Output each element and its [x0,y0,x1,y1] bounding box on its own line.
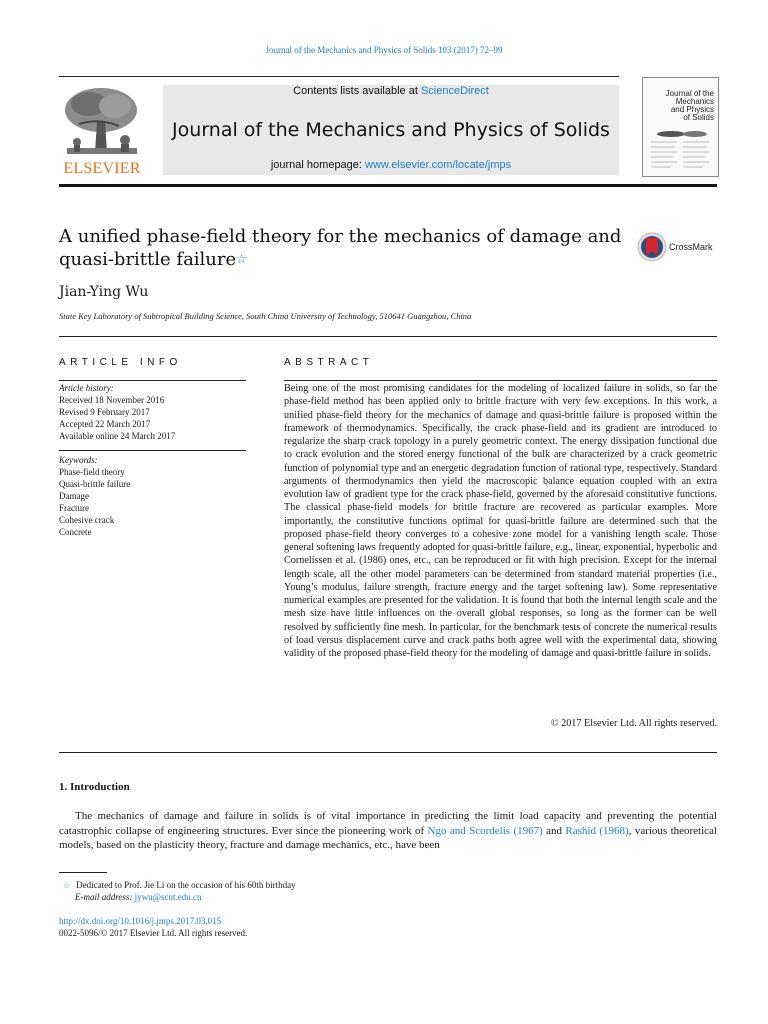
abstract-end-rule [59,752,717,753]
journal-title: Journal of the Mechanics and Physics of Solids [172,119,610,141]
journal-banner [163,85,619,175]
article-info-rule [59,380,246,381]
history-header: Article history: [59,383,114,393]
doi-line [59,915,699,927]
keywords-rule [59,450,246,451]
section-heading-introduction: 1. Introduction [59,781,130,793]
header-rule [59,76,619,77]
footnote-rule [59,872,107,873]
front-matter-rule [59,336,717,337]
homepage-prefix: journal homepage: [270,159,366,171]
author-name: Jian-Ying Wu [59,284,149,300]
dedication-text: Dedicated to Prof. Jie Li on the occasion of his 60th birthday [76,880,296,890]
cover-title-line: Journal of the [665,89,714,98]
issn-line: 0022-5096/© 2017 Elsevier Ltd. All rights reserved. [59,928,248,938]
history-item: Revised 9 February 2017 [59,407,150,417]
crossmark-label: CrossMark [669,242,713,252]
history-item: Accepted 22 March 2017 [59,419,151,429]
cover-title-line: Mechanics [675,97,714,106]
keyword-item: Quasi-brittle failure [59,479,131,489]
keywords-header: Keywords: [59,455,98,465]
introduction-paragraph [59,809,717,853]
crossmark-badge[interactable] [637,232,719,262]
cover-title [651,90,714,122]
contents-prefix: Contents lists available at [293,85,421,97]
homepage-link[interactable]: www.elsevier.com/locate/jmps [365,159,512,171]
crossmark-icon [637,232,667,262]
homepage-line [163,159,619,171]
reference-link[interactable]: Rashid (1968) [565,824,629,837]
article-history [59,382,246,442]
history-item: Available online 24 March 2017 [59,431,176,441]
keyword-item: Damage [59,491,89,501]
email-label: E-mail address: [75,892,135,902]
keyword-item: Cohesive crack [59,515,115,525]
author-affiliation: State Key Laboratory of Subtropical Building Science, South China University of Technology, 510641 Guangzhou, China [59,311,472,321]
article-title [59,225,629,271]
footnote-mark: ☆ [63,881,71,890]
intro-text: The mechanics of damage and failure in solids is of vital importance in predicting the limit load capacity and preventing the potential catastrophic collapse of engineering structures. Ever since the pioneering work of [59,810,717,837]
sciencedirect-link[interactable]: ScienceDirect [420,85,489,97]
journal-cover-image [642,77,719,177]
cover-title-line: and Physics [670,105,714,114]
intro-text: , various theoretical models, based on the plasticity theory, fracture and damage mechanics, etc., have been [59,824,717,851]
article-info-label: ARTICLE INFO [59,357,182,368]
reference-link[interactable]: Ngo and Scordelis (1967) [427,824,543,837]
intro-text: and [542,824,566,837]
article-title-text: A unified phase-field theory for the mechanics of damage and quasi-brittle failure [59,226,622,270]
keyword-item: Concrete [59,527,92,537]
keyword-item: Fracture [59,503,89,513]
abstract-copyright: © 2017 Elsevier Ltd. All rights reserved. [550,718,717,729]
abstract-text: Being one of the most promising candidates for the modeling of localized failure in solids, so far the phase-field method has been applied only to brittle fracture with very few exceptions. In this work, a unified phase-field theory for the mechanics of damage and quasi-brittle failure is proposed within the framework of thermodynamics. Specifically, the crack phase-field and its gradient are introduced to regularize the sharp crack topology in a purely geometric context. The energy dissipation functional due to crack evolution and the stored energy functional of the bulk are characterized by a crack geometric function of polynomial type and an energetic degradation function of rational type, respectively. Standard arguments of thermodynamics then yield the macroscopic balance equation coupled with an extra evolution law of gradient type for the crack phase-field, governed by the aforesaid constitutive functions. The classical phase-field models for brittle fracture are recovered as particular examples. More importantly, the constitutive functions optimal for quasi-brittle failure are determined such that the proposed phase-field theory converges to a cohesive zone model for a vanishing length scale. Those general softening laws frequently adopted for quasi-brittle failure, e.g., linear, exponential, hyperbolic and Cornelissen et al. (1986) ones, etc., can be reproduced or fit with high precision. Except for the internal length scale, all the other model parameters can be determined from standard material properties (i.e., Young’s modulus, failure strength, fracture energy and the target softening law). Some representative numerical examples are presented for the validation. It is found that both the internal length scale and the mesh size have little influences on the overall global responses, so long as the former can be well resolved by sufficiently fine mesh. In particular, for the benchmark tests of concrete the numerical results of load versus displacement curve and crack paths both agree well with the experimental data, showing validity of the proposed phase-field theory for the modeling of damage and quasi-brittle failure in solids. [284,383,717,659]
running-head[interactable]: Journal of the Mechanics and Physics of Solids 103 (2017) 72–99 [265,45,503,55]
abstract-rule [284,380,717,381]
contents-line [163,85,619,97]
cover-decoration [649,128,712,170]
keywords-list [59,454,246,538]
header-thick-rule [59,184,717,187]
abstract-label: ABSTRACT [284,357,374,368]
title-footnote-mark[interactable]: ☆ [236,252,247,266]
email-link[interactable]: jywu@scut.edu.cn [134,892,202,902]
doi-link[interactable]: http://dx.doi.org/10.1016/j.jmps.2017.03.015 [59,916,222,926]
keyword-item: Phase-field theory [59,467,125,477]
cover-title-line: of Solids [683,113,714,122]
email-footnote [75,891,715,903]
elsevier-wordmark: ELSEVIER [63,160,141,177]
history-item: Received 18 November 2016 [59,395,165,405]
